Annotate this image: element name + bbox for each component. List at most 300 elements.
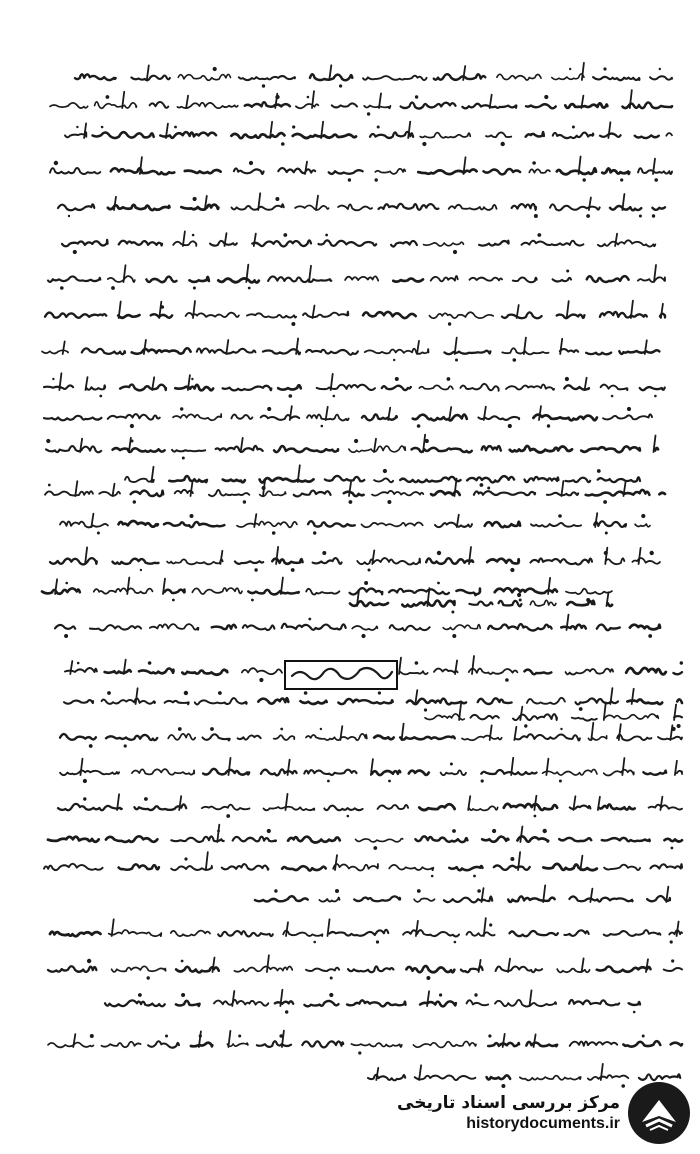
handwriting-stroke [73,1034,75,1047]
handwriting-dot [283,233,287,237]
handwriting-stroke [105,670,131,673]
handwriting-stroke [533,415,597,421]
handwriting-dot [89,744,93,748]
handwriting-dot [451,611,454,614]
handwriting-stroke [418,169,476,174]
handwriting-stroke [390,625,430,630]
handwriting-dot [387,500,391,504]
handwriting-stroke [260,478,314,483]
handwriting-stroke [374,439,376,452]
handwriting-stroke [210,241,237,246]
handwriting-stroke [599,804,635,809]
handwriting-dot [138,993,142,997]
handwriting-dot [641,514,645,518]
handwriting-dot [373,846,377,850]
handwriting-stroke [488,624,551,630]
handwriting-stroke [203,769,249,775]
handwriting-stroke [231,415,252,419]
handwriting-stroke [431,276,458,281]
handwriting-stroke [75,74,116,80]
handwriting-stroke [495,1000,556,1007]
handwriting-stroke [81,759,83,775]
handwriting-dot [659,68,661,70]
handwriting-stroke [185,170,221,173]
handwriting-stroke [455,338,457,354]
handwriting-stroke [638,168,672,174]
handwriting-stroke [600,134,621,137]
handwriting-stroke [206,852,208,870]
handwriting-dot [378,691,381,694]
handwriting-stroke [400,671,428,674]
handwriting-dot [439,993,442,996]
handwriting-stroke [293,134,356,138]
handwriting-stroke [504,804,557,810]
handwriting-stroke [44,864,103,870]
handwriting-dot [672,727,676,731]
handwriting-stroke [350,601,388,606]
handwriting-stroke [419,804,454,810]
handwriting-stroke [557,969,589,973]
handwriting-stroke [531,523,581,527]
handwriting-stroke [588,1075,628,1080]
handwriting-dot [388,780,391,783]
handwriting-dot [627,407,631,411]
handwriting-stroke [600,312,647,318]
handwriting-stroke [241,438,243,452]
handwriting-stroke [652,207,665,210]
handwriting-stroke [429,312,493,318]
handwriting-stroke [105,1000,165,1006]
handwriting-dot [477,889,481,893]
handwriting-stroke [623,1041,660,1046]
handwriting-stroke [351,1043,401,1047]
handwriting-stroke [203,734,230,740]
handwriting-stroke [283,930,322,936]
handwriting-stroke [258,698,288,704]
handwriting-stroke [338,699,392,704]
handwriting-dot [489,923,492,926]
handwriting-stroke [112,919,114,936]
handwriting-stroke [534,1034,536,1047]
handwriting-stroke [242,668,282,674]
handwriting-stroke [565,103,607,108]
handwriting-stroke [222,864,268,870]
handwriting-dot [259,678,263,682]
handwriting-stroke [526,104,556,108]
handwriting-dot [424,708,427,711]
handwriting-dot [492,829,496,833]
handwriting-stroke [517,305,519,318]
handwriting-stroke [127,578,129,595]
handwriting-stroke [356,839,403,842]
handwriting-stroke [560,349,578,352]
handwriting-stroke [557,315,585,319]
handwriting-stroke [70,661,72,674]
handwriting-stroke [650,864,682,868]
handwriting-stroke [619,724,621,740]
handwriting-stroke [148,1041,179,1047]
handwriting-stroke [48,837,99,842]
handwriting-dot [437,582,440,585]
handwriting-stroke [183,231,185,246]
handwriting-stroke [581,446,640,452]
handwriting-dot [267,829,271,833]
handwriting-stroke [444,351,490,354]
handwriting-stroke [512,204,536,210]
handwriting-stroke [93,132,154,138]
handwriting-stroke [106,735,157,740]
handwriting-stroke [171,836,223,842]
handwriting-dot [654,395,657,398]
handwriting-stroke [602,168,629,173]
handwriting-stroke [485,522,520,527]
handwriting-stroke [413,1041,476,1047]
handwriting-stroke [487,1075,511,1079]
handwriting-stroke [324,806,362,811]
handwriting-dot [335,889,339,893]
handwriting-stroke [572,718,597,721]
handwriting-stroke [42,588,80,593]
handwriting-dot [165,1035,168,1038]
handwriting-stroke [150,102,169,108]
handwriting-stroke [527,698,565,704]
handwriting-stroke [329,170,363,174]
handwriting-stroke [308,521,355,526]
handwriting-dot [473,875,476,878]
handwriting-stroke [44,416,102,421]
handwriting-stroke [417,341,419,354]
handwriting-dot [210,727,214,731]
handwriting-dot [572,126,575,129]
handwriting-dot [272,531,276,535]
handwriting-stroke [666,133,672,136]
handwriting-stroke [409,771,429,775]
handwriting-dot [358,1051,361,1054]
handwriting-stroke [664,968,682,971]
handwriting-dot [101,126,104,129]
handwriting-stroke [449,205,497,210]
handwriting-stroke [420,133,470,138]
handwriting-stroke [617,735,651,741]
handwriting-dot [190,514,194,518]
handwriting-stroke [48,1043,93,1048]
handwriting-stroke [254,514,256,527]
handwriting-stroke [469,602,492,606]
handwriting-stroke [604,770,634,776]
handwriting-stroke [278,168,315,173]
handwriting-stroke [139,668,174,673]
handwriting-stroke [434,669,458,673]
handwriting-stroke [282,624,346,630]
handwriting-dot [218,691,222,695]
handwriting-stroke [319,898,339,902]
handwriting-stroke [113,448,165,452]
handwriting-stroke [333,864,378,871]
handwriting-stroke [218,931,273,936]
handwriting-stroke [472,656,474,674]
handwriting-stroke [245,102,290,107]
handwriting-dot [650,551,654,555]
handwriting-dot [508,424,512,428]
handwriting-stroke [546,759,548,775]
handwriting-stroke [449,407,451,420]
handwriting-dot [488,1034,491,1037]
handwriting-stroke [508,896,555,902]
handwriting-stroke [365,349,429,354]
handwriting-stroke [111,168,175,174]
handwriting-dot [426,976,430,980]
handwriting-stroke [368,1075,405,1081]
handwriting-stroke [434,74,486,80]
handwriting-stroke [317,385,375,390]
handwriting-dot [184,691,188,695]
handwriting-stroke [144,340,146,354]
handwriting-dot [566,270,569,273]
handwriting-dot [642,1035,645,1038]
handwriting-stroke [608,603,612,606]
handwriting-stroke [553,133,594,139]
handwriting-stroke [486,132,511,137]
handwriting-stroke [195,698,247,704]
handwriting-stroke [524,670,551,675]
handwriting-dot [367,112,370,115]
handwriting-stroke [65,132,86,137]
handwriting-dot [83,779,87,783]
handwriting-dot [510,568,514,572]
handwriting-stroke [550,204,600,210]
handwriting-dot [87,959,91,963]
handwriting-stroke [264,807,315,811]
handwriting-dot [579,707,583,711]
handwriting-stroke [50,932,101,936]
handwriting-stroke [597,625,620,631]
handwriting-stroke [506,385,554,390]
handwriting-dot [452,829,456,833]
handwriting-stroke [362,522,423,527]
handwriting-dot [671,959,674,962]
handwriting-dot [558,514,562,518]
handwriting-stroke [677,922,679,937]
handwriting-stroke [487,559,519,564]
handwriting-stroke [594,521,626,527]
handwriting-dot [172,599,175,602]
handwriting-stroke [319,240,377,245]
handwriting-stroke [165,589,185,593]
handwriting-stroke [638,277,665,282]
handwriting-stroke [354,896,400,901]
handwriting-stroke [329,65,331,80]
handwriting-dot [217,830,220,833]
handwriting-dot [330,977,333,980]
handwriting-dot [254,568,257,571]
handwriting-stroke [254,234,256,246]
handwriting-stroke [469,669,518,674]
handwriting-stroke [106,836,157,842]
book-seal-icon [628,1082,690,1144]
handwriting-dot [569,68,571,70]
handwriting-stroke [526,1042,557,1046]
handwriting-stroke [45,491,93,495]
handwriting-stroke [650,76,672,79]
watermark [397,1082,690,1144]
handwriting-stroke [112,966,166,972]
handwriting-dot [76,126,78,128]
handwriting-stroke [593,77,639,80]
handwriting-dot [487,487,490,490]
handwriting-stroke [649,805,682,810]
handwriting-stroke [286,922,288,936]
handwriting-dot [321,425,324,428]
handwriting-stroke [46,446,101,452]
handwriting-stroke [218,278,258,282]
handwriting-stroke [482,837,508,842]
handwriting-dot [393,359,395,361]
handwriting-dot [280,728,283,731]
handwriting-dot [454,941,457,944]
handwriting-stroke [639,548,641,564]
handwriting-stroke [331,374,333,390]
handwriting-stroke [462,736,502,741]
handwriting-stroke [496,966,542,972]
handwriting-stroke [564,930,588,936]
handwriting-stroke [202,805,250,810]
handwriting-dot [193,287,196,290]
handwriting-stroke [309,266,311,282]
handwriting-stroke [655,448,658,450]
handwriting-stroke [664,839,682,842]
handwriting-dot [46,439,50,443]
handwriting-dot [383,469,387,473]
handwriting-stroke [502,348,548,354]
handwriting-stroke [48,966,96,972]
handwriting-stroke [119,302,121,319]
handwriting-stroke [44,385,73,389]
handwriting-stroke [306,734,367,740]
handwriting-dot [620,178,623,181]
handwriting-dot [448,322,451,325]
handwriting-stroke [216,446,263,452]
handwriting-stroke [570,1042,618,1046]
handwriting-stroke [522,241,584,246]
handwriting-dot [680,661,683,664]
handwriting-stroke [379,204,439,210]
handwriting-dot [560,728,562,730]
handwriting-stroke [499,601,522,606]
handwriting-stroke [325,476,364,481]
handwriting-stroke [173,414,221,420]
handwriting-stroke [534,796,536,810]
handwriting-dot [52,378,54,380]
handwriting-stroke [302,1041,343,1047]
handwriting-dot [534,214,538,218]
handwriting-dot [417,889,421,893]
handwriting-dot [248,287,251,290]
handwriting-dot [547,424,550,427]
handwriting-stroke [553,278,571,282]
handwriting-dot [148,661,152,665]
handwriting-dot [144,797,148,801]
handwriting-stroke [520,827,522,843]
handwriting-dot [275,95,279,99]
handwriting-stroke [349,482,351,496]
handwriting-stroke [278,385,301,389]
handwriting-stroke [120,385,166,391]
handwriting-stroke [560,339,562,354]
handwriting-stroke [151,314,172,317]
handwriting-dot [333,395,336,398]
handwriting-stroke [566,478,591,482]
handwriting-stroke [561,625,586,629]
handwriting-stroke [460,384,498,391]
handwriting-dot [604,551,608,555]
handwriting-stroke [294,491,331,497]
handwriting-stroke [479,241,509,246]
handwriting-stroke [181,205,218,210]
handwriting-stroke [415,1076,476,1081]
handwriting-stroke [370,132,413,138]
handwriting-dot [376,940,379,943]
handwriting-stroke [50,103,88,108]
handwriting-stroke [673,672,682,674]
handwriting-stroke [332,103,357,107]
handwriting-dot [267,407,271,411]
handwriting-stroke [344,492,364,496]
handwriting-dot [111,286,115,290]
handwriting-dot [65,582,68,585]
handwriting-stroke [58,804,122,810]
handwriting-stroke [603,414,652,419]
handwriting-stroke [255,896,308,901]
handwriting-dot [417,424,421,428]
handwriting-stroke [62,240,108,246]
handwriting-stroke [247,313,296,317]
handwriting-dot [517,593,521,597]
handwriting-stroke [412,448,472,453]
handwriting-dot [481,779,484,782]
handwriting-stroke [300,701,326,704]
handwriting-stroke [296,104,318,108]
handwriting-stroke [99,492,120,496]
handwriting-dot [348,178,351,181]
handwriting-dot [249,161,253,165]
handwriting-dot [524,724,527,727]
handwriting-dot [534,815,537,818]
handwriting-stroke [60,734,96,740]
handwriting-dot [83,797,86,800]
handwriting-stroke [136,688,138,704]
handwriting-stroke [382,386,411,390]
handwriting-stroke [471,715,499,719]
handwriting-dot [193,197,197,201]
handwriting-stroke [670,725,672,740]
handwriting-stroke [435,523,472,528]
handwriting-dot [281,142,285,146]
handwriting-dot [279,1034,283,1038]
handwriting-dot [537,233,541,237]
handwriting-dot [543,829,547,833]
handwriting-stroke [374,478,393,482]
handwriting-dot [633,1011,636,1014]
handwriting-stroke [529,169,550,173]
handwriting-stroke [191,482,193,496]
handwriting-stroke [391,241,417,247]
handwriting-dot [322,551,326,555]
handwriting-stroke [348,966,393,972]
handwriting-stroke [345,276,378,280]
handwriting-stroke [288,837,340,843]
handwriting-stroke [569,896,632,901]
handwriting-stroke [467,932,495,936]
